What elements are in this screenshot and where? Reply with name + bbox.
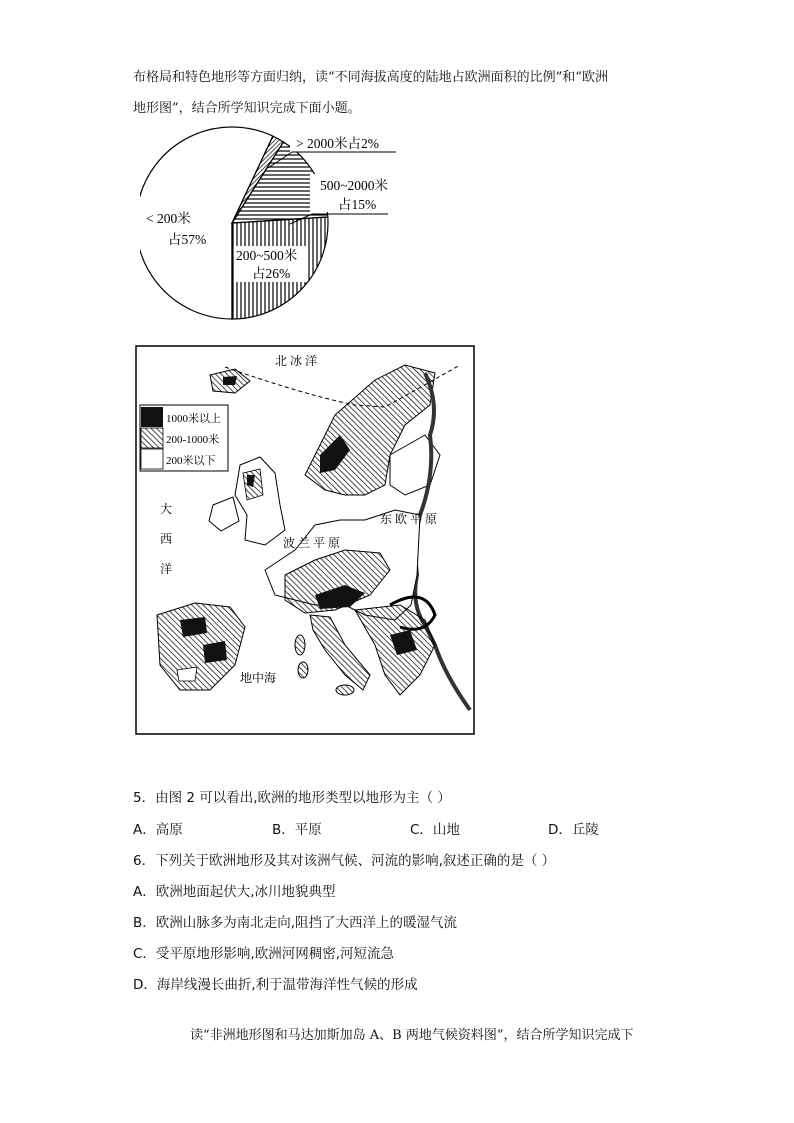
intro-line-1: 布格局和特色地形等方面归纳，读“不同海拔高度的陆地占欧洲面积的比例”和“欧洲	[133, 70, 608, 85]
slice-pct-lt200: 占57%	[168, 232, 207, 247]
legend-label-low: 200米以下	[166, 455, 216, 467]
next-section-intro: 读“非洲地形图和马达加斯加岛 A、B 两地气候资料图”，结合所学知识完成下	[190, 1028, 634, 1043]
q5-option-c: C．山地	[410, 822, 460, 838]
q6-option-d: D．海岸线漫长曲折,利于温带海洋性气候的形成	[133, 977, 418, 993]
slice-label-gt2000: > 2000米占2%	[296, 136, 379, 151]
slice-label-lt200: < 200米	[146, 211, 191, 226]
label-atlantic-2: 西	[160, 532, 173, 546]
question-5-stem: 5．由图 2 可以看出,欧洲的地形类型以地形为主（ ）	[133, 790, 451, 806]
label-arctic-ocean: 北 冰 洋	[275, 354, 318, 368]
legend-swatch-high	[141, 407, 163, 427]
q5-option-d: D．丘陵	[548, 822, 599, 838]
label-mediterranean: 地中海	[240, 671, 277, 685]
legend-swatch-low	[141, 449, 163, 469]
q6-option-c: C．受平原地形影响,欧洲河网稠密,河短流急	[133, 946, 395, 962]
q6-option-b: B．欧洲山脉多为南北走向,阻挡了大西洋上的暖湿气流	[133, 915, 458, 931]
elevation-pie-chart	[140, 126, 440, 326]
label-polish-plain: 波 兰 平 原	[283, 536, 341, 550]
q5-option-b: B．平原	[272, 822, 322, 838]
q5-option-a: A．高原	[133, 822, 183, 838]
intro-paragraph	[133, 62, 673, 124]
slice-pct-200-500: 占26%	[252, 266, 291, 281]
label-atlantic-1: 大	[160, 502, 173, 516]
legend-swatch-mid	[141, 428, 163, 448]
legend-label-high: 1000米以上	[166, 413, 221, 425]
slice-pct-500-2000: 占15%	[338, 197, 377, 212]
slice-label-200-500: 200~500米	[236, 248, 298, 263]
question-6-stem: 6．下列关于欧洲地形及其对该洲气候、河流的影响,叙述正确的是（ ）	[133, 853, 556, 869]
intro-line-2: 地形图”，结合所学知识完成下面小题。	[133, 101, 361, 116]
slice-label-500-2000: 500~2000米	[320, 178, 389, 193]
europe-terrain-map	[135, 345, 475, 735]
legend-label-mid: 200-1000米	[166, 434, 220, 446]
label-east-european-plain: 东 欧 平 原	[380, 512, 438, 526]
label-atlantic-3: 洋	[160, 562, 173, 576]
q6-option-a: A．欧洲地面起伏大,冰川地貌典型	[133, 884, 336, 900]
map-legend	[140, 405, 228, 471]
